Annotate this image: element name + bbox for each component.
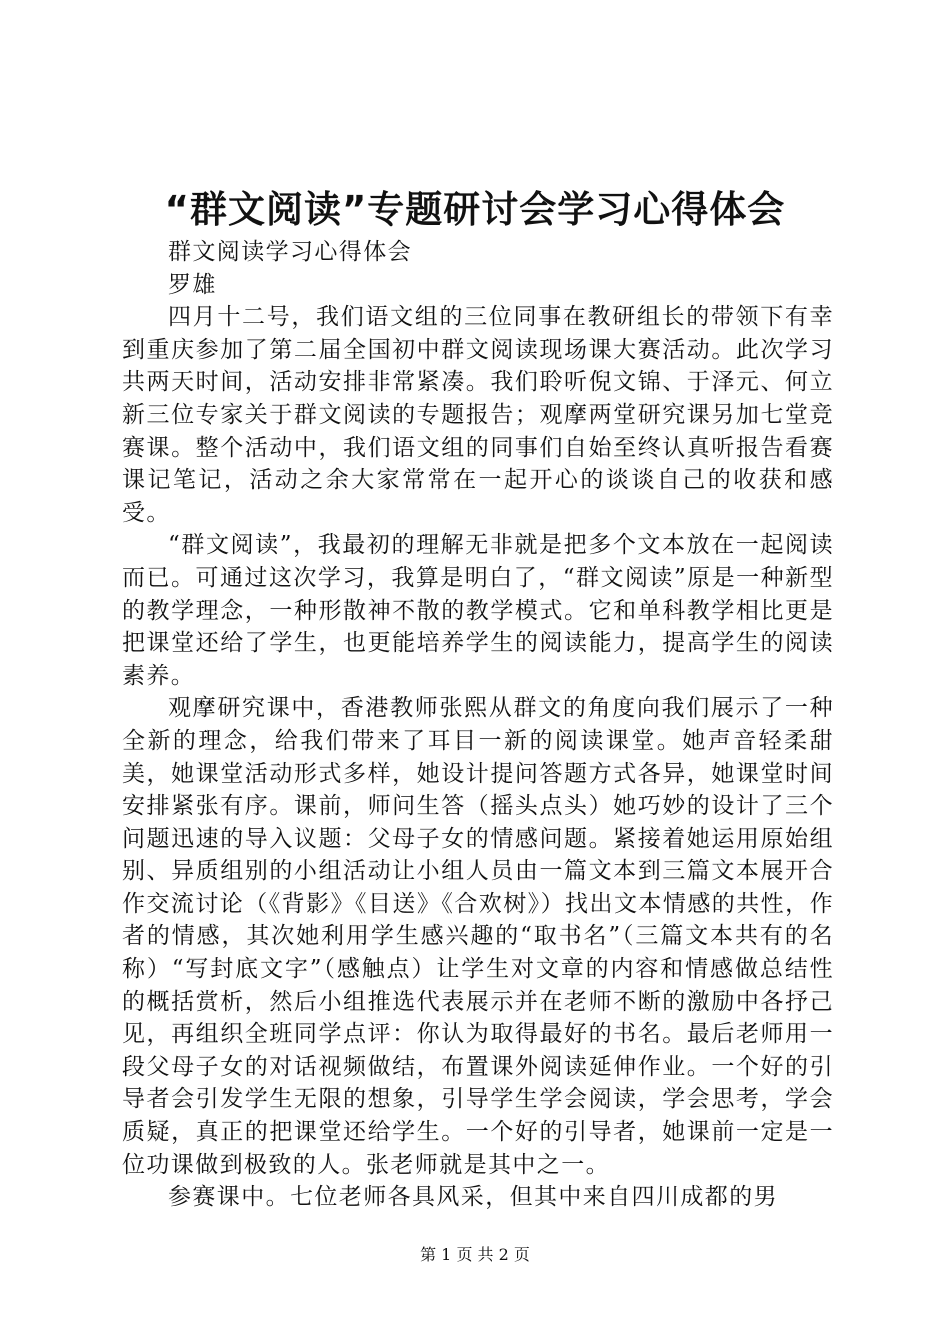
page-footer: 第 1 页 共 2 页: [420, 1245, 530, 1264]
paragraph: “群文阅读”，我最初的理解无非就是把多个文本放在一起阅读而已。可通过这次学习，我算是明白了，“群文阅读”原是一种新型的教学理念，一种形散神不散的教学模式。它和单科教学相比更是把课堂还给了学生，也更能培养学生的阅读能力，提高学生的阅读素养。: [122, 532, 834, 689]
paragraph: 观摩研究课中，香港教师张熙从群文的角度向我们展示了一种全新的理念，给我们带来了耳目一新的阅读课堂。她声音轻柔甜美，她课堂活动形式多样，她设计提问答题方式各异，她课堂时间安排紧张有序。课前，师问生答（摇头点头）她巧妙的设计了三个问题迅速的导入议题：父母子女的情感问题。紧接着她运用原始组别、异质组别的小组活动让小组人员由一篇文本到三篇文本展开合作交流讨论（《背影》《目送》《合欢树》）找出文本情感的共性，作者的情感，其次她利用学生感兴趣的“取书名”（三篇文本共有的名称）“写封底文字”（感触点）让学生对文章的内容和情感做总结性的概括赏析，然后小组推选代表展示并在老师不断的激励中各抒己见，再组织全班同学点评：你认为取得最好的书名。最后老师用一段父母子女的对话视频做结，布置课外阅读延伸作业。一个好的引导者会引发学生无限的想象，引导学生学会阅读，学会思考，学会质疑，真正的把课堂还给学生。一个好的引导者，她课前一定是一位功课做到极致的人。张老师就是其中之一。: [122, 695, 834, 1178]
document-title: “群文阅读”专题研讨会学习心得体会: [164, 188, 786, 231]
subtitle-line: 群文阅读学习心得体会: [168, 239, 412, 265]
author-line: 罗雄: [168, 271, 217, 298]
paragraph: 参赛课中。七位老师各具风采，但其中来自四川成都的男: [168, 1184, 778, 1211]
paragraph: 四月十二号，我们语文组的三位同事在教研组长的带领下有幸到重庆参加了第二届全国初中群文阅读现场课大赛活动。此次学习共两天时间，活动安排非常紧凑。我们聆听倪文锦、于泽元、何立新三位专家关于群文阅读的专题报告；观摩两堂研究课另加七堂竞赛课。整个活动中，我们语文组的同事们自始至终认真听报告看赛课记笔记，活动之余大家常常在一起开心的谈谈自己的收获和感受。: [122, 304, 834, 526]
document-body: [122, 236, 834, 1214]
